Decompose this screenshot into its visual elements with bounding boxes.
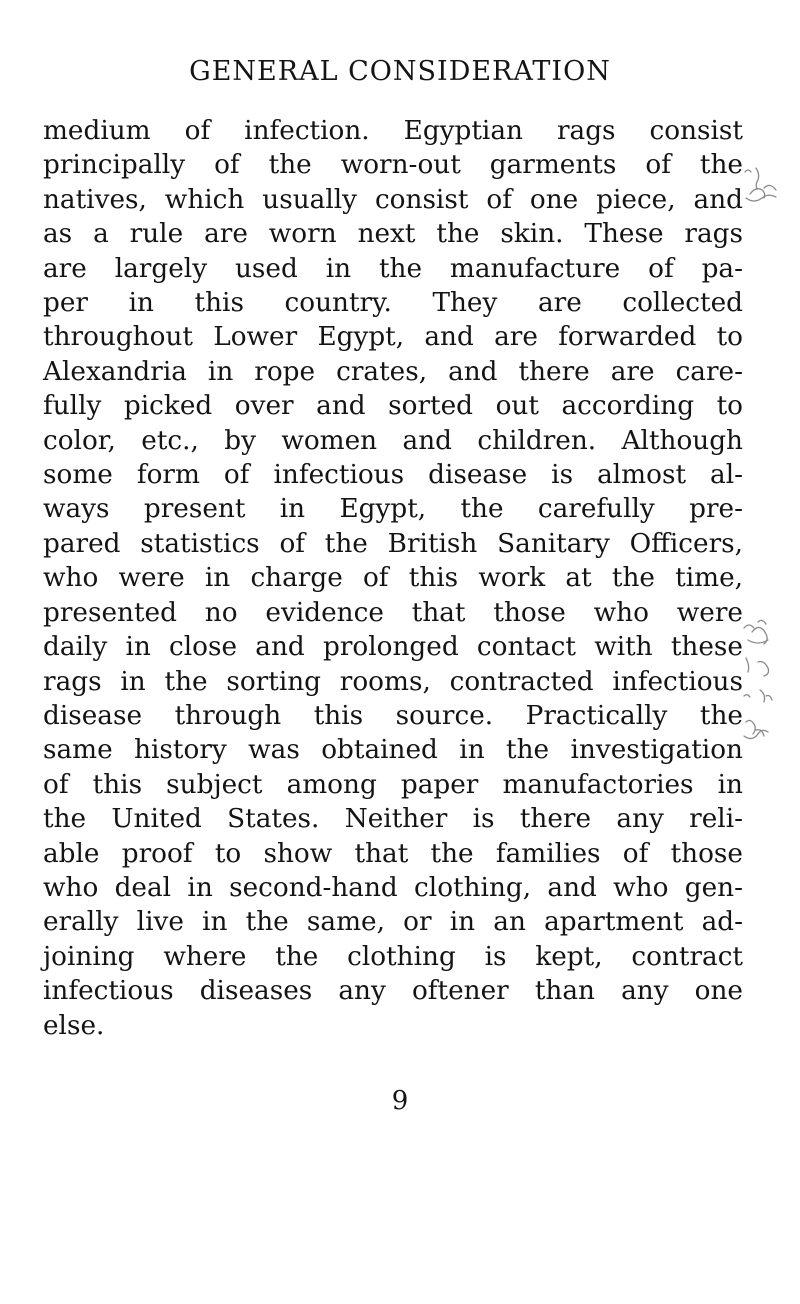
text-line: medium of infection. Egyptian rags consist (43, 116, 743, 146)
text-line: who deal in second-hand clothing, and who gen- (43, 872, 743, 903)
text-line: of this subject among paper manufactories in (43, 769, 743, 800)
text-line: some form of infectious disease is almost al- (43, 460, 743, 491)
running-head: GENERAL CONSIDERATION (189, 56, 611, 87)
body-paragraph (43, 114, 743, 1043)
text-line: pared statistics of the British Sanitary Officers, (43, 528, 743, 559)
text-line: who were in charge of this work at the time, (43, 563, 743, 594)
text-line: able proof to show that the families of those (43, 838, 743, 869)
text-line: same history was obtained in the investigation (43, 735, 743, 766)
text-line: the United States. Neither is there any reli- (43, 804, 743, 835)
text-line: ways present in Egypt, the carefully pre- (43, 494, 743, 525)
pencil-scribble-icon (740, 110, 800, 910)
text-line: infectious diseases any oftener than any one (43, 976, 743, 1007)
page-number: 9 (391, 1086, 409, 1116)
text-line: natives, which usually consist of one piece, and (43, 184, 743, 215)
text-line: daily in close and prolonged contact with these (43, 632, 743, 663)
text-line: disease through this source. Practically the (43, 700, 743, 731)
text-line: are largely used in the manufacture of pa- (43, 253, 743, 284)
text-line: erally live in the same, or in an apartment ad- (43, 907, 743, 938)
text-line: per in this country. They are collected (43, 288, 743, 319)
text-line: Alexandria in rope crates, and there are care- (43, 356, 743, 387)
text-line: joining where the clothing is kept, contract (43, 941, 743, 972)
text-line: color, etc., by women and children. Although (43, 425, 743, 456)
text-line: fully picked over and sorted out according to (43, 391, 743, 422)
text-line: principally of the worn-out garments of the (43, 150, 743, 181)
text-line: throughout Lower Egypt, and are forwarded to (43, 322, 743, 353)
text-line: rags in the sorting rooms, contracted infectious (43, 666, 743, 697)
text-line: as a rule are worn next the skin. These rags (43, 219, 743, 250)
text-line: presented no evidence that those who were (43, 597, 743, 628)
text-line: else. (43, 1010, 105, 1041)
